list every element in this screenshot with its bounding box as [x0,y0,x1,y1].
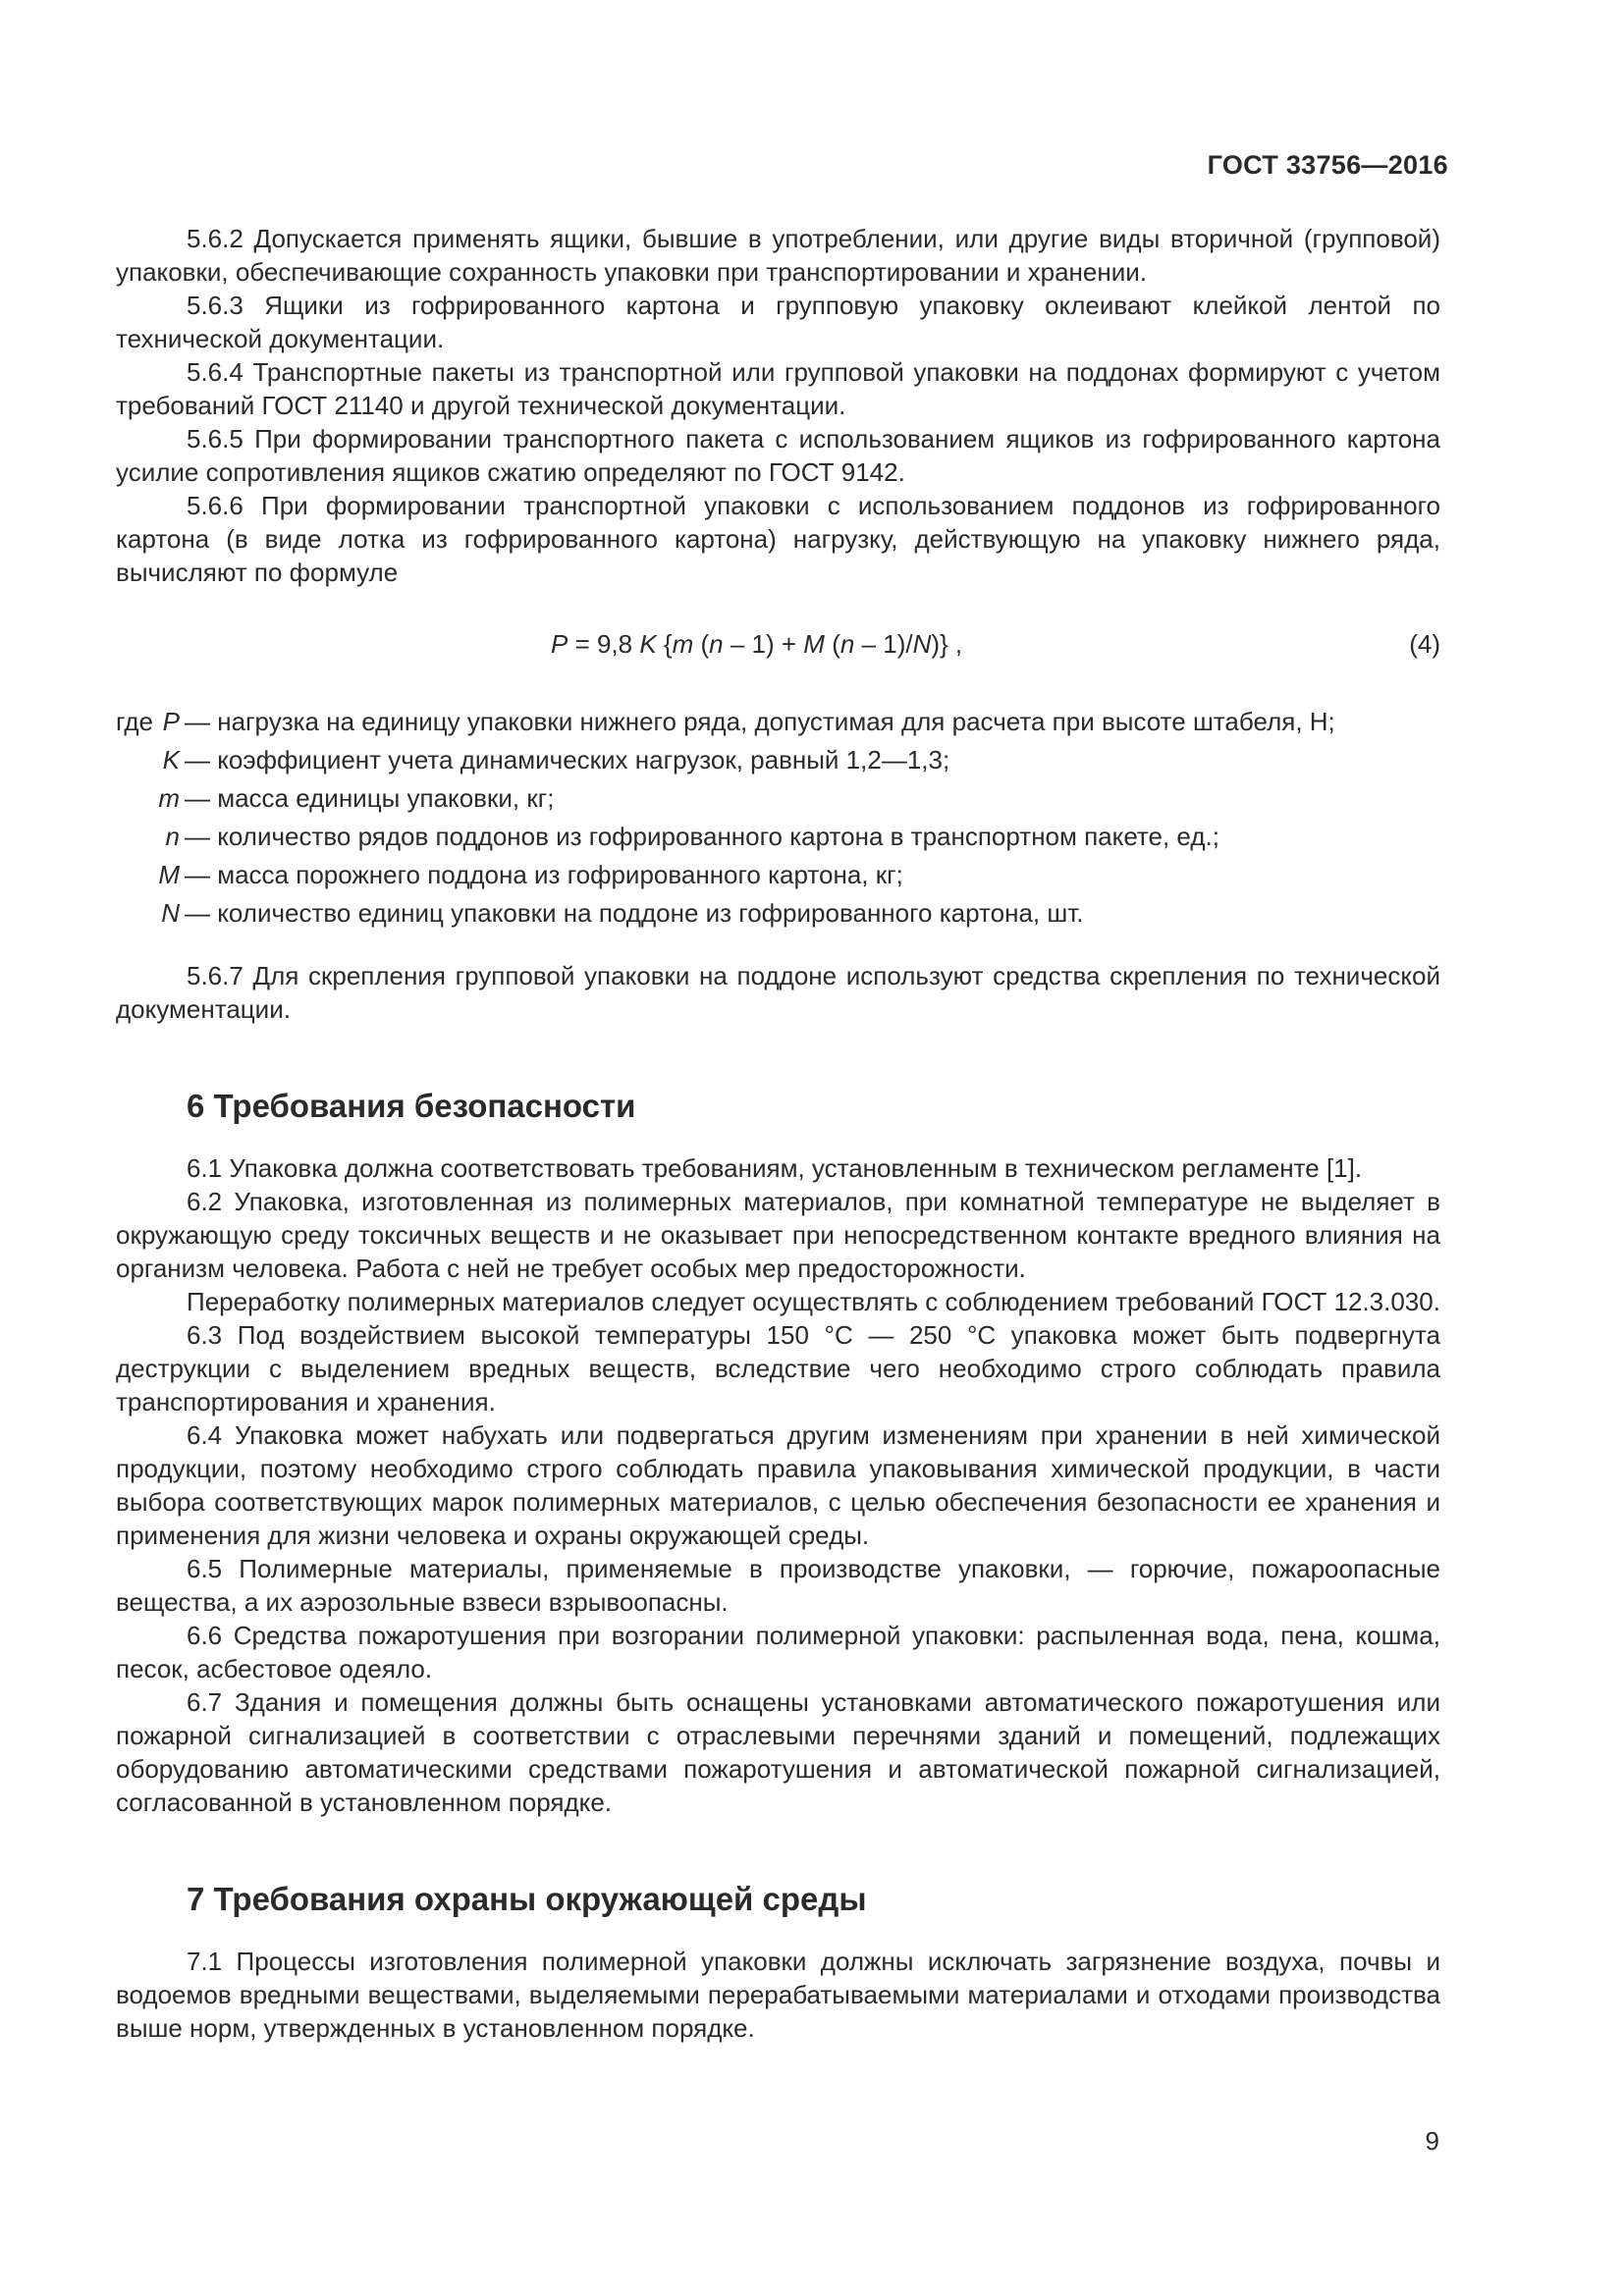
formula-expression [551,627,962,661]
definition-text: — нагрузка на единицу упаковки нижнего ряда, допустимая для расчета при высоте штабеля, Н; [185,707,1335,736]
definition-row [116,896,1440,930]
formula-var-m-small: m [672,629,694,659]
paragraph-6-3: 6.3 Под воздействием высокой температуры 150 °С — 250 °С упаковка может быть подвергнута деструкции с выделением вредных веществ, вследствие чего необходимо строго соблюдать правила транспортирования и хранения. [116,1320,1440,1416]
formula-var-n-2: n [839,629,855,659]
definition-symbol: M [158,860,180,889]
formula-paren-1: ( [693,629,710,659]
paragraph-5-6-2: 5.6.2 Допускается применять ящики, бывшие в употреблении, или другие виды вторичной (групповой) упаковки, обеспечивающие сохранность упаковки при транспортировании и хранении. [116,224,1440,287]
formula-const: = 9,8 [568,629,640,659]
definition-row [116,705,1440,738]
formula-var-n-1: n [709,629,724,659]
paragraph-5-6-3: 5.6.3 Ящики из гофрированного картона и групповую упаковку оклеивают клейкой лентой по технической документации. [116,291,1440,353]
formula-paren-2: ( [824,629,840,659]
paragraph-6-2-continued: Переработку полимерных материалов следует осуществлять с соблюдением требований ГОСТ 12.3.030. [187,1287,1440,1316]
definition-symbol: n [165,822,180,851]
formula-var-p: P [551,629,568,659]
page-content [116,222,1440,2045]
variable-definitions [116,705,1440,930]
paragraph-6-1: 6.1 Упаковка должна соответствовать требованиям, установленным в техническом регламенте [1]. [187,1153,1363,1183]
formula-brace-close: )} , [931,629,963,659]
definition-text: — масса единицы упаковки, кг; [185,783,555,813]
formula-mid-2: – 1)/ [854,629,913,659]
paragraph-6-6: 6.6 Средства пожаротушения при возгорании полимерной упаковки: распыленная вода, пена, кошма, песок, асбестовое одеяло. [116,1621,1440,1683]
definition-row [116,858,1440,891]
definition-text: — количество рядов поддонов из гофрированного картона в транспортном пакете, ед.; [185,822,1219,851]
formula-brace-open: { [656,629,673,659]
definition-row [116,743,1440,776]
section-7-heading: 7 Требования охраны окружающей среды [187,1881,867,1917]
formula-number: (4) [1409,629,1440,659]
paragraph-6-5: 6.5 Полимерные материалы, применяемые в производстве упаковки, — горючие, пожароопасные вещества, а их аэрозольные взвеси взрывоопасны. [116,1554,1440,1617]
paragraph-6-4: 6.4 Упаковка может набухать или подвергаться другим изменениям при хранении в ней химической продукции, поэтому необходимо строго соблюдать правила упаковывания химической продукции, в части выбора соответствующих марок полимерных материалов, с целью обеспечения безопасности ее хранения и применения для жизни человека и охраны окружающей среды. [116,1420,1440,1550]
definition-symbol: m [158,783,180,813]
paragraph-5-6-7: 5.6.7 Для скрепления групповой упаковки на поддоне используют средства скрепления по технической документации. [116,961,1440,1024]
formula-var-m-capital: M [803,629,825,659]
definition-symbol: N [161,898,180,928]
formula-var-n-capital: N [912,629,932,659]
formula-mid-1: – 1) + [723,629,804,659]
definition-symbol: K [162,745,180,774]
page-number: 9 [1425,2126,1439,2156]
section-6-heading: 6 Требования безопасности [187,1088,636,1124]
definition-text: — масса порожнего поддона из гофрированного картона, кг; [185,860,903,889]
definition-row [116,781,1440,815]
where-label: где [116,707,153,736]
definition-text: — количество единиц упаковки на поддоне из гофрированного картона, шт. [185,898,1084,928]
definition-text: — коэффициент учета динамических нагрузок, равный 1,2—1,3; [185,745,950,774]
formula-var-k: K [639,629,657,659]
definition-symbol: P [162,707,180,736]
formula-4 [116,627,1440,661]
paragraph-6-7: 6.7 Здания и помещения должны быть оснащены установками автоматического пожаротушения или пожарной сигнализацией в соответствии с отраслевыми перечнями зданий и помещений, подлежащих оборудованию автоматическими средствами пожаротушения и автоматической пожарной сигнализацией, согласованной в установленном порядке. [116,1687,1440,1817]
standard-id-header: ГОСТ 33756—2016 [1207,150,1448,180]
definition-row [116,820,1440,853]
paragraph-6-2: 6.2 Упаковка, изготовленная из полимерных материалов, при комнатной температуре не выделяет в окружающую среду токсичных веществ и не оказывает при непосредственном контакте вредного влияния на организм человека. Работа с ней не требует особых мер предосторожности. [116,1187,1440,1283]
paragraph-7-1: 7.1 Процессы изготовления полимерной упаковки должны исключать загрязнение воздуха, почвы и водоемов вредными веществами, выделяемыми перерабатываемыми материалами и отходами производства выше норм, утвержденных в установленном порядке. [116,1947,1440,2043]
paragraph-5-6-4: 5.6.4 Транспортные пакеты из транспортной или групповой упаковки на поддонах формируют с учетом требований ГОСТ 21140 и другой технической документации. [116,357,1440,420]
paragraph-5-6-6: 5.6.6 При формировании транспортной упаковки с использованием поддонов из гофрированного картона (в виде лотка из гофрированного картона) нагрузку, действующую на упаковку нижнего ряда, вычисляют по формуле [116,491,1440,587]
paragraph-5-6-5: 5.6.5 При формировании транспортного пакета с использованием ящиков из гофрированного картона усилие сопротивления ящиков сжатию определяют по ГОСТ 9142. [116,424,1440,487]
